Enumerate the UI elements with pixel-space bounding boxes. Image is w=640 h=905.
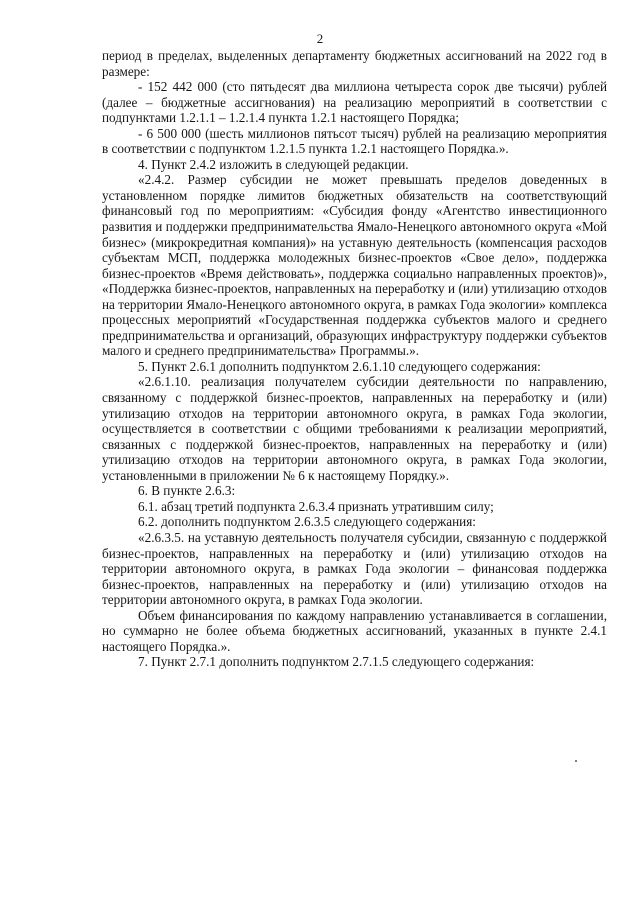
paragraph-clause-2-6-1-10: «2.6.1.10. реализация получателем субсидии деятельности по направлению, связанному с поддержкой бизнес-проектов, направленных на переработку и (или) утилизацию отходов на территории автономного округа, в рамках Года экологии, осуществляется в соответствии с общими требованиями к реализации мероприятий, связанных с поддержкой бизнес-проектов, направленных на переработку и (или) утилизацию отходов на территории автономного округа, в рамках Года экологии, установленными в приложении № 6 к настоящему Порядку.». xyxy=(102,374,607,483)
paragraph-clause-2-6-3-5: «2.6.3.5. на уставную деятельность получателя субсидии, связанную с поддержкой бизнес-проектов, направленных на переработку и (или) утилизацию отходов на территории автономного округа, в рамках Года экологии – финансовая поддержка бизнес-проектов, направленных на переработку и (или) утилизацию отходов на территории автономного округа, в рамках Года экологии. xyxy=(102,529,607,608)
document-body xyxy=(102,48,607,670)
paragraph-item-5: 5. Пункт 2.6.1 дополнить подпунктом 2.6.1.10 следующего содержания: xyxy=(138,358,541,374)
paragraph-budget-period: период в пределах, выделенных департаменту бюджетных ассигнований на 2022 год в размере: xyxy=(102,48,607,79)
paragraph-clause-2-4-2: «2.4.2. Размер субсидии не может превышать пределов доведенных в установленном порядке лимитов бюджетных обязательств на соответствующий финансовый год по мероприятиям: «Субсидия фонду «Агентство инвестиционного развития и поддержки предпринимательства Ямало-Ненецкого автономного округа «Мой бизнес» (микрокредитная компания)» на уставную деятельность (компенсация расходов субъектам МСП, поддержка молодежных бизнес-проектов «Свое дело», поддержка бизнес-проектов «Время действовать», поддержка социально направленных проектов)», «Поддержка бизнес-проектов, направленных на переработку и (или) утилизацию отходов на территории Ямало-Ненецкого автономного округа, в рамках Года экологии» комплекса процессных мероприятий «Государственная поддержка субъектов малого и среднего предпринимательства и организаций, образующих инфраструктуру поддержки субъектов малого и среднего предпринимательства» Программы.». xyxy=(102,172,607,359)
scan-artifact-dot xyxy=(575,760,577,762)
paragraph-item-7: 7. Пункт 2.7.1 дополнить подпунктом 2.7.1.5 следующего содержания: xyxy=(138,654,535,670)
page-number: 2 xyxy=(316,31,324,46)
paragraph-budget-amount-2: - 6 500 000 (шесть миллионов пятьсот тысяч) рублей на реализацию мероприятия в соответствии с подпунктом 1.2.1.5 пункта 1.2.1 настоящего Порядка.». xyxy=(102,125,607,157)
paragraph-financing-volume: Объем финансирования по каждому направлению устанавливается в соглашении, но суммарно не более объема бюджетных ассигнований, указанных в пункте 2.4.1 настоящего Порядка.». xyxy=(102,607,607,654)
paragraph-item-6-2: 6.2. дополнить подпунктом 2.6.3.5 следующего содержания: xyxy=(138,514,476,530)
paragraph-budget-amount-1: - 152 442 000 (сто пятьдесят два миллиона четыреста сорок две тысячи) рублей (далее – бюджетные ассигнования) на реализацию мероприятий в соответствии с подпунктами 1.2.1.1 – 1.2.1.4 пункта 1.2.1 настоящего Порядка; xyxy=(102,79,607,126)
paragraph-item-6-1: 6.1. абзац третий подпункта 2.6.3.4 признать утратившим силу; xyxy=(138,498,494,514)
paragraph-item-6: 6. В пункте 2.6.3: xyxy=(138,483,236,499)
paragraph-item-4: 4. Пункт 2.4.2 изложить в следующей редакции. xyxy=(138,156,409,172)
